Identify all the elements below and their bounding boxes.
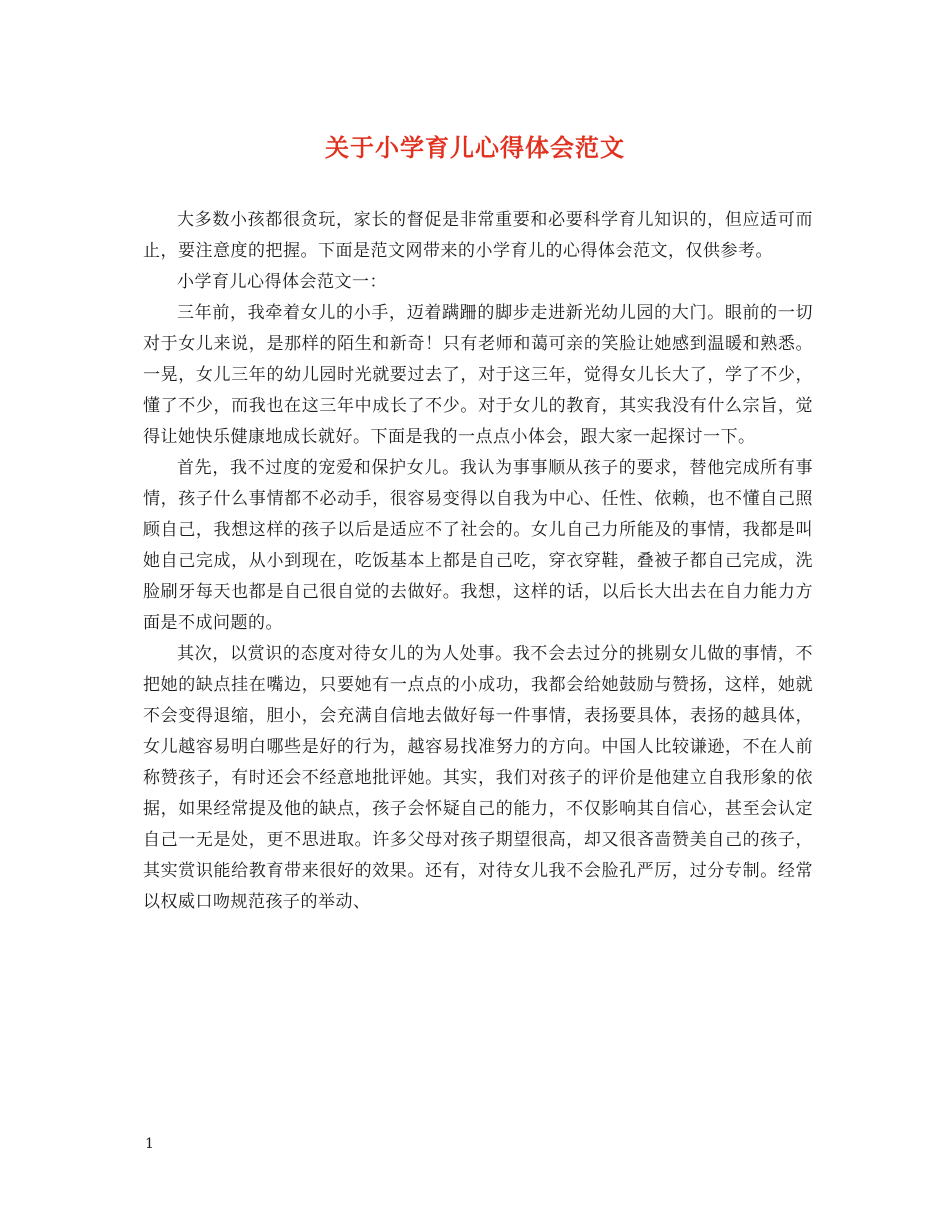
document-body [143,205,813,918]
body-paragraph: 首先，我不过度的宠爱和保护女儿。我认为事事顺从孩子的要求，替他完成所有事情，孩子什么事情都不必动手，很容易变得以自我为中心、任性、依赖，也不懂自己照顾自己，我想这样的孩子以后是适应不了社会的。女儿自己力所能及的事情，我都是叫她自己完成，从小到现在，吃饭基本上都是自己吃，穿衣穿鞋，叠被子都自己完成，洗脸刷牙每天也都是自己很自觉的去做好。我想，这样的话，以后长大出去在自力能力方面是不成问题的。 [143,458,813,633]
intro-paragraph: 大多数小孩都很贪玩，家长的督促是非常重要和必要科学育儿知识的，但应适可而止，要注意度的把握。下面是范文网带来的小学育儿的心得体会范文，仅供参考。 [143,210,813,261]
body-paragraph: 三年前，我牵着女儿的小手，迈着蹒跚的脚步走进新光幼儿园的大门。眼前的一切对于女儿来说，是那样的陌生和新奇！只有老师和蔼可亲的笑脸让她感到温暖和熟悉。一晃，女儿三年的幼儿园时光就要过去了，对于这三年，觉得女儿长大了，学了不少，懂了不少，而我也在这三年中成长了不少。对于女儿的教育，其实我没有什么宗旨，觉得让她快乐健康地成长就好。下面是我的一点点小体会，跟大家一起探讨一下。 [143,303,813,447]
page-number: 1 [145,1136,154,1152]
body-paragraph: 其次，以赏识的态度对待女儿的为人处事。我不会去过分的挑剔女儿做的事情，不把她的缺点挂在嘴边，只要她有一点点的小成功，我都会给她鼓励与赞扬，这样，她就不会变得退缩，胆小，会充满自信地去做好每一件事情，表扬要具体，表扬的越具体，女儿越容易明白哪些是好的行为，越容易找准努力的方向。中国人比较谦逊，不在人前称赞孩子，有时还会不经意地批评她。其实，我们对孩子的评价是他建立自我形象的依据，如果经常提及他的缺点，孩子会怀疑自己的能力，不仅影响其自信心，甚至会认定自己一无是处，更不思进取。许多父母对孩子期望很高，却又很吝啬赞美自己的孩子，其实赏识能给教育带来很好的效果。还有，对待女儿我不会脸孔严厉，过分专制。经常以权威口吻规范孩子的举动、 [143,644,813,912]
page-title: 关于小学育儿心得体会范文 [325,133,625,162]
section-heading: 小学育儿心得体会范文一： [177,272,387,292]
